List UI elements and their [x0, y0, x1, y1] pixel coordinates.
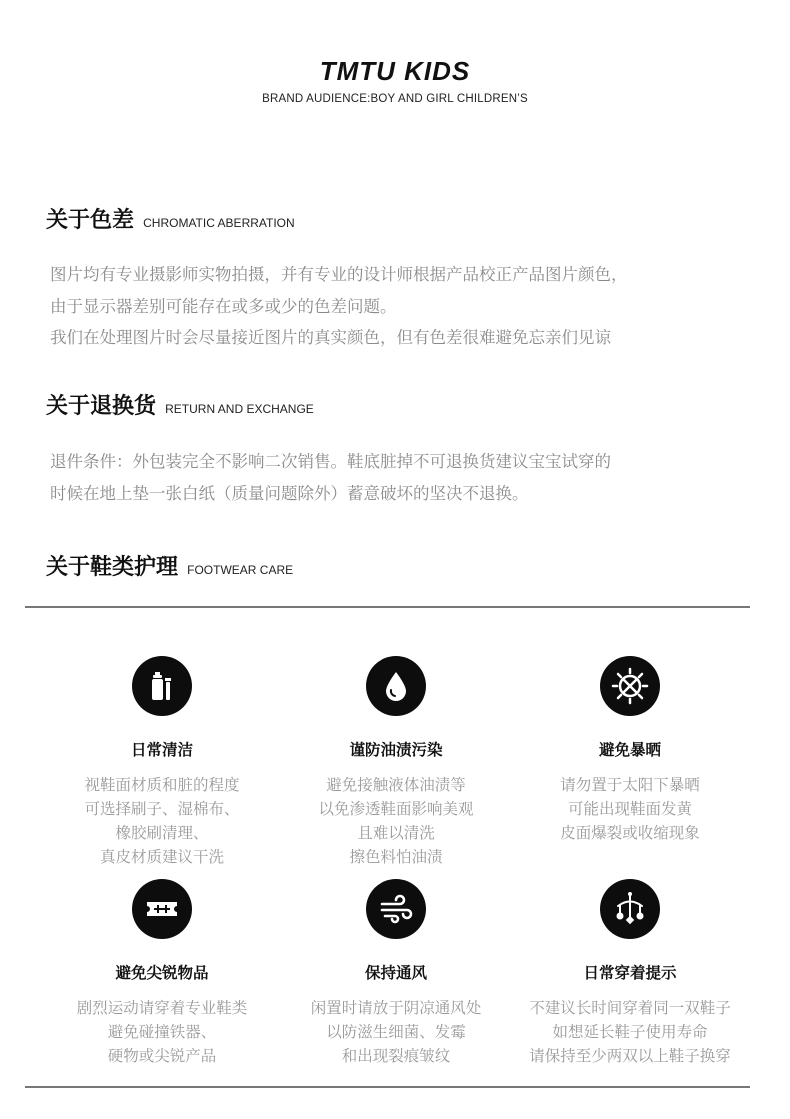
divider-bottom — [25, 1086, 750, 1088]
care-title: 保持通风 — [364, 964, 427, 982]
blade-icon — [132, 879, 192, 939]
care-item-wear-tips — [510, 879, 750, 1068]
section-title-zh: 关于退换货 — [46, 394, 157, 419]
care-description — [276, 996, 516, 1068]
wind-icon — [366, 879, 426, 939]
care-item-avoid-sharp — [42, 879, 282, 1068]
care-title: 避免暴晒 — [598, 741, 661, 759]
care-line: 真皮材质建议干洗 — [99, 848, 224, 866]
care-line: 橡胶刷清理、 — [115, 824, 209, 842]
care-line: 闲置时请放于阴凉通风处 — [310, 999, 482, 1017]
care-item-avoid-sun — [510, 656, 750, 845]
care-line: 且难以清洗 — [357, 824, 435, 842]
care-line: 以免渗透鞋面影响美观 — [318, 800, 474, 818]
section-title-zh: 关于色差 — [46, 208, 135, 233]
care-line: 皮面爆裂或收缩现象 — [560, 824, 700, 842]
care-line: 和出现裂痕皱纹 — [341, 1047, 451, 1065]
section-heading-return-exchange — [46, 389, 314, 420]
brand-title: TMTU KIDS — [319, 56, 471, 86]
section-title-en: RETURN AND EXCHANGE — [165, 402, 314, 416]
care-item-daily-cleaning — [42, 656, 282, 869]
care-description — [510, 773, 750, 845]
care-line: 可选择刷子、湿棉布、 — [84, 800, 240, 818]
paragraph-line: 时候在地上垫一张白纸（质量问题除外）蓄意破坏的坚决不退换。 — [50, 483, 529, 503]
care-line: 可能出现鞋面发黄 — [567, 800, 692, 818]
care-item-ventilation — [276, 879, 516, 1068]
care-line: 如想延长鞋子使用寿命 — [552, 1023, 708, 1041]
care-title: 避免尖锐物品 — [115, 964, 209, 982]
no-sun-icon — [600, 656, 660, 716]
hanging-mobile-icon — [600, 879, 660, 939]
section-title-en: CHROMATIC ABERRATION — [143, 216, 295, 230]
care-title: 日常穿着提示 — [583, 964, 677, 982]
paragraph-line: 图片均有专业摄影师实物拍摄，并有专业的设计师根据产品校正产品图片颜色， — [50, 265, 628, 284]
care-title: 谨防油渍污染 — [349, 741, 443, 759]
section-heading-color-difference — [46, 203, 295, 234]
section-heading-footwear-care — [46, 550, 293, 581]
care-line: 避免接触液体油渍等 — [326, 776, 466, 794]
paragraph-line: 由于显示器差别可能存在或多或少的色差问题。 — [50, 296, 397, 316]
care-line: 擦色料怕油渍 — [349, 848, 443, 866]
cleaning-bottles-icon — [132, 656, 192, 716]
care-line: 剧烈运动请穿着专业鞋类 — [76, 999, 248, 1017]
oil-drop-icon — [366, 656, 426, 716]
paragraph-line: 退件条件：外包装完全不影响二次销售。鞋底脏掉不可退换货建议宝宝试穿的 — [50, 452, 611, 471]
care-line: 硬物或尖锐产品 — [107, 1047, 217, 1065]
care-title: 日常清洁 — [130, 741, 193, 759]
return-exchange-text — [50, 446, 750, 509]
care-line: 不建议长时间穿着同一双鞋子 — [529, 999, 731, 1017]
paragraph-line: 我们在处理图片时会尽量接近图片的真实颜色，但有色差很难避免忘亲们见谅 — [50, 328, 611, 347]
care-line: 以防滋生细菌、发霉 — [326, 1023, 466, 1041]
care-line: 请勿置于太阳下暴晒 — [560, 776, 700, 794]
care-line: 请保持至少两双以上鞋子换穿 — [529, 1047, 731, 1065]
care-line: 视鞋面材质和脏的程度 — [84, 776, 240, 794]
brand-subtitle: BRAND AUDIENCE:BOY AND GIRL CHILDREN’S — [262, 93, 528, 105]
care-description — [42, 773, 282, 869]
care-description — [510, 996, 750, 1068]
divider-top — [25, 606, 750, 608]
section-title-zh: 关于鞋类护理 — [46, 555, 179, 580]
color-difference-text — [50, 259, 750, 354]
care-description — [276, 773, 516, 869]
care-item-oil-stain — [276, 656, 516, 869]
section-title-en: FOOTWEAR CARE — [187, 563, 294, 577]
care-description — [42, 996, 282, 1068]
care-line: 避免碰撞铁器、 — [107, 1023, 217, 1041]
